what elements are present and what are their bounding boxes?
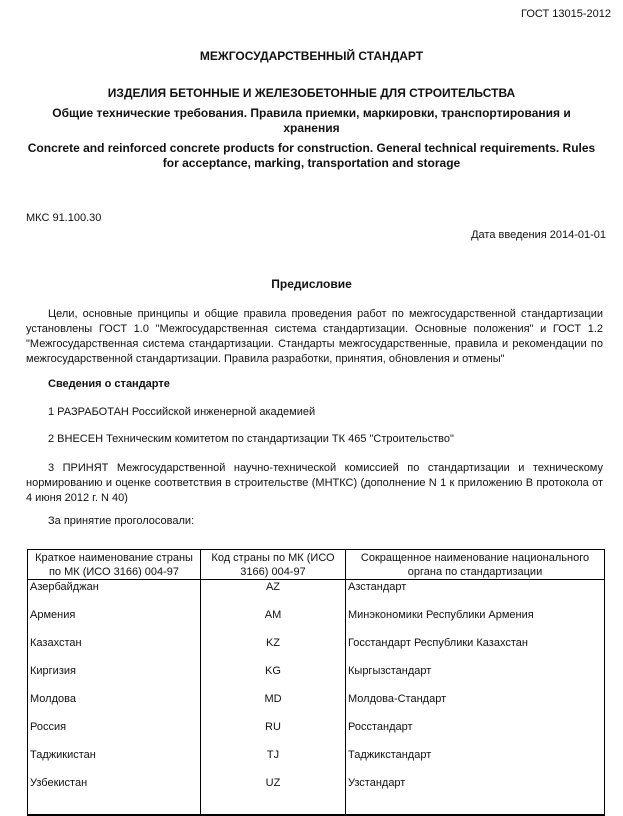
intro-date: Дата введения 2014-01-01 (471, 229, 606, 241)
voted-label: За принятие проголосовали: (48, 515, 195, 527)
info-item-developed: 1 РАЗРАБОТАН Российской инженерной академией (48, 406, 316, 418)
mks-code: МКС 91.100.30 (26, 212, 102, 224)
country-name: Россия (28, 720, 201, 748)
standards-body: Молдова-Стандарт (346, 692, 605, 720)
foreword-paragraph: Цели, основные принципы и общие правила проведения работ по межгосударственной стандартизации установлены ГОСТ 1.0 "Межгосударственная система стандартизации. Основные положения" и ГОСТ 1.2 "Межгосударственная система стандартизации. Стандарты межгосударственные, правила и рекомендации по межгосударственной стандартизации. Правила разработки, принятия, обновления и отмены" (26, 308, 603, 365)
standards-body: Азстандарт (346, 580, 605, 609)
info-item-introduced: 2 ВНЕСЕН Техническим комитетом по стандартизации ТК 465 "Строительство" (48, 433, 454, 445)
standards-body: Минэкономики Республики Армения (346, 608, 605, 636)
table-row (28, 748, 605, 776)
country-name: Таджикистан (28, 748, 201, 776)
standards-body: Кыргызстандарт (346, 664, 605, 692)
country-name: Узбекистан (28, 776, 201, 815)
country-code: AM (201, 608, 346, 636)
subtitle-ru: Общие технические требования. Правила приемки, маркировки, транспортирования и хранения (52, 106, 571, 135)
table-row (28, 608, 605, 636)
country-code: TJ (201, 748, 346, 776)
voting-countries-table (27, 549, 605, 816)
table-row (28, 636, 605, 664)
country-code: AZ (201, 580, 346, 609)
standards-body: Узстандарт (346, 776, 605, 815)
header-country-name: Краткое наименование страны по МК (ИСО 3166) 004-97 (28, 550, 201, 580)
country-name: Молдова (28, 692, 201, 720)
country-name: Азербайджан (28, 580, 201, 609)
info-heading: Сведения о стандарте (48, 378, 170, 390)
country-code: UZ (201, 776, 346, 815)
table-row (28, 720, 605, 748)
document-title: ИЗДЕЛИЯ БЕТОННЫЕ И ЖЕЛЕЗОБЕТОННЫЕ ДЛЯ СТРОИТЕЛЬСТВА (107, 86, 516, 100)
country-code: RU (201, 720, 346, 748)
country-name: Киргизия (28, 664, 201, 692)
country-code: KG (201, 664, 346, 692)
standards-body: Росстандарт (346, 720, 605, 748)
foreword-heading: Предисловие (271, 277, 352, 291)
info-item-adopted: 3 ПРИНЯТ Межгосударственной научно-технической комиссией по стандартизации и техническому нормированию и оценке соответствия в строительстве (МНТКС) (дополнение N 1 к приложению В протокола от 4 июня 2012 г. N 40) (26, 462, 603, 504)
header-country-code: Код страны по МК (ИСО 3166) 004-97 (201, 550, 346, 580)
country-code: MD (201, 692, 346, 720)
table-row (28, 692, 605, 720)
standards-body: Госстандарт Республики Казахстан (346, 636, 605, 664)
table-header-row (28, 550, 605, 580)
table-row (28, 580, 605, 609)
country-name: Казахстан (28, 636, 201, 664)
country-name: Армения (28, 608, 201, 636)
standard-category: МЕЖГОСУДАРСТВЕННЫЙ СТАНДАРТ (199, 49, 424, 63)
header-standards-body: Сокращенное наименование национального органа по стандартизации (346, 550, 605, 580)
country-code: KZ (201, 636, 346, 664)
gost-number: ГОСТ 13015-2012 (521, 8, 611, 20)
subtitle-en: Concrete and reinforced concrete products for construction. General technical requirements. Rules for acceptance, marking, transportation and storage (27, 141, 596, 170)
standards-body: Таджикстандарт (346, 748, 605, 776)
table-row (28, 664, 605, 692)
table-row (28, 776, 605, 815)
